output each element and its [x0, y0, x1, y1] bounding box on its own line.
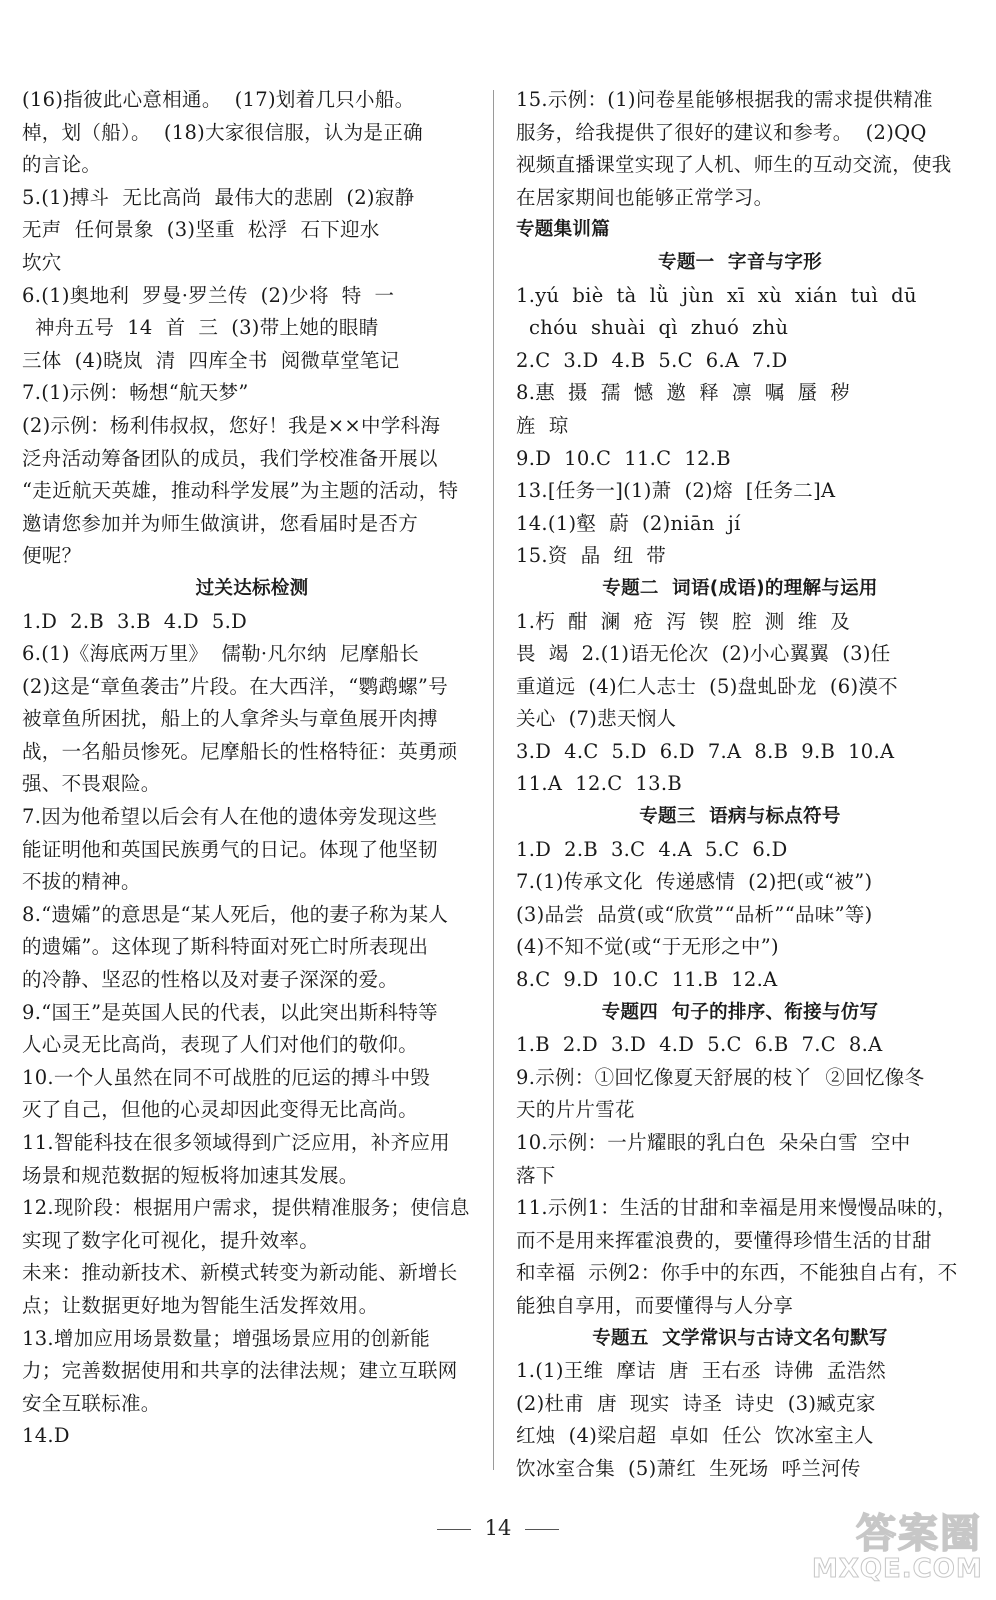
text-line: 和幸福 示例2：你手中的东西，不能独自占有，不	[516, 1261, 958, 1285]
text-line: 14.D	[22, 1424, 70, 1448]
text-line: 9.示例：①回忆像夏天舒展的枝丫 ②回忆像冬	[516, 1065, 925, 1089]
text-line: 灭了自己，但他的心灵却因此变得无比高尚。	[22, 1098, 419, 1122]
text-line: 不拔的精神。	[22, 870, 141, 894]
text-line: 神舟五号 14 首 三 (3)带上她的眼睛	[22, 316, 379, 340]
section-heading: 专题一 字音与字形	[658, 251, 822, 273]
section-heading: 专题三 语病与标点符号	[639, 806, 841, 828]
section-heading: 专题集训篇	[516, 219, 611, 241]
text-line: 便呢？	[22, 544, 82, 568]
text-line: 红烛 (4)梁启超 卓如 任公 饮冰室主人	[516, 1424, 874, 1448]
watermark-top-text: 答案圈	[856, 1511, 982, 1557]
text-line: 3.D 4.C 5.D 6.D 7.A 8.B 9.B 10.A	[516, 739, 895, 763]
text-line: 6.(1)《海底两万里》 儒勒·凡尔纳 尼摩船长	[22, 642, 420, 666]
text-line: 被章鱼所困扰，船上的人拿斧头与章鱼展开肉搏	[22, 707, 438, 731]
text-line: 1.D 2.B 3.B 4.D 5.D	[22, 609, 248, 633]
text-line: 13.增加应用场景数量；增强场景应用的创新能	[22, 1326, 431, 1350]
text-line: 5.(1)搏斗 无比高尚 最伟大的悲剧 (2)寂静	[22, 185, 415, 209]
text-line: “走近航天英雄，推动科学发展”为主题的活动，特	[22, 479, 459, 503]
text-line: 8.C 9.D 10.C 11.B 12.A	[516, 968, 778, 992]
text-line: 1.D 2.B 3.C 4.A 5.C 6.D	[516, 837, 788, 861]
text-line: 的冷静、坚忍的性格以及对妻子深深的爱。	[22, 968, 399, 992]
text-line: 强、不畏艰险。	[22, 772, 161, 796]
text-line: 场景和规范数据的短板将加速其发展。	[22, 1163, 359, 1187]
text-line: 1.(1)王维 摩诘 唐 王右丞 诗佛 孟浩然	[516, 1359, 887, 1383]
watermark-url-text: MXQE.COM	[812, 1554, 983, 1584]
text-line: 而不是用来挥霍浪费的，要懂得珍惜生活的甘甜	[516, 1228, 932, 1252]
text-line: (3)品尝 品赏(或“欣赏”“品析”“品味”等)	[516, 902, 873, 926]
section-heading: 过关达标检测	[195, 577, 309, 599]
left-column	[22, 84, 482, 1453]
text-line: 11.智能科技在很多领域得到广泛应用，补齐应用	[22, 1131, 450, 1154]
text-line: 旌 琼	[516, 413, 569, 437]
text-line: 邀请您参加并为师生做演讲，您看届时是否方	[22, 511, 419, 535]
text-line: 1.B 2.D 3.D 4.D 5.C 6.B 7.C 8.A	[516, 1033, 883, 1057]
watermark-logo	[812, 1512, 982, 1582]
section-heading: 专题五 文学常识与古诗文名句默写	[592, 1327, 888, 1349]
text-line: 7.(1)示例：畅想“航天梦”	[22, 381, 249, 405]
right-column	[516, 84, 964, 1486]
text-line: 坎穴	[22, 250, 62, 274]
text-line: 10.示例：一片耀眼的乳白色 朵朵白雪 空中	[516, 1131, 911, 1154]
page-number: 14	[484, 1516, 512, 1540]
text-line: 力；完善数据使用和共享的法律法规；建立互联网	[22, 1359, 458, 1383]
text-line: 人心灵无比高尚，表现了人们对他们的敬仰。	[22, 1033, 419, 1057]
text-line: 的言论。	[22, 153, 102, 177]
text-line: 12.现阶段：根据用户需求，提供精准服务；使信息	[22, 1196, 470, 1220]
text-line: 三体 (4)晓岚 清 四库全书 阅微草堂笔记	[22, 348, 400, 372]
text-line: 视频直播课堂实现了人机、师生的互动交流，使我	[516, 153, 952, 177]
text-line: 11.示例1：生活的甘甜和幸福是用来慢慢品味的，	[516, 1196, 957, 1220]
text-line: (16)指彼此心意相通。 (17)划着几只小船。	[22, 88, 415, 111]
footer-dash-left	[437, 1529, 471, 1530]
text-line: 7.因为他希望以后会有人在他的遗体旁发现这些	[22, 805, 438, 829]
text-line: 落下	[516, 1163, 556, 1187]
text-line: 重道远 (4)仁人志士 (5)盘虬卧龙 (6)漠不	[516, 674, 898, 698]
text-line: 点；让数据更好地为智能生活发挥效用。	[22, 1293, 379, 1317]
text-line: 泛舟活动筹备团队的成员，我们学校准备开展以	[22, 446, 438, 470]
text-line: (2)杜甫 唐 现实 诗圣 诗史 (3)臧克家	[516, 1391, 876, 1415]
text-line: (4)不知不觉(或“于无形之中”)	[516, 935, 779, 959]
footer-dash-right	[525, 1529, 559, 1530]
text-line: (2)这是“章鱼袭击”片段。在大西洋，“鹦鹉螺”号	[22, 674, 448, 698]
text-line: 天的片片雪花	[516, 1098, 635, 1122]
text-line: 9.D 10.C 11.C 12.B	[516, 446, 731, 470]
text-line: 11.A 12.C 13.B	[516, 772, 682, 796]
text-line: 7.(1)传承文化 传递感情 (2)把(或“被”)	[516, 870, 873, 894]
text-line: 能独自享用，而要懂得与人分享	[516, 1293, 794, 1317]
column-divider	[493, 90, 494, 1470]
text-line: 8.惠 摄 孺 憾 邀 释 凛 嘱 蜃 秽	[516, 381, 851, 405]
text-line: 的遗孀”。这体现了斯科特面对死亡时所表现出	[22, 935, 429, 959]
text-line: 服务，给我提供了很好的建议和参考。 (2)QQ	[516, 120, 927, 144]
text-line: 15.资 晶 纽 带	[516, 544, 667, 568]
text-line: 关心 (7)悲天悯人	[516, 707, 677, 731]
text-line: 1.yú biè tà lǜ jùn xī xù xián tuì dū	[516, 283, 917, 307]
text-line: 9.“国王”是英国人民的代表，以此突出斯科特等	[22, 1000, 438, 1024]
text-line: 1.朽 酣 澜 疮 泻 锲 腔 测 维 及	[516, 609, 851, 633]
text-line: 畏 竭 2.(1)语无伦次 (2)小心翼翼 (3)任	[516, 642, 891, 666]
text-line: 2.C 3.D 4.B 5.C 6.A 7.D	[516, 348, 788, 372]
text-line: 战，一名船员惨死。尼摩船长的性格特征：英勇顽	[22, 739, 458, 763]
text-line: 14.(1)壑 蔚 (2)niān jí	[516, 511, 741, 535]
text-line: 6.(1)奥地利 罗曼·罗兰传 (2)少将 特 一	[22, 283, 395, 307]
text-line: 在居家期间也能够正常学习。	[516, 185, 774, 209]
section-heading: 专题二 词语(成语)的理解与运用	[602, 577, 878, 599]
text-line: 15.示例：(1)问卷星能够根据我的需求提供精准	[516, 88, 933, 111]
text-line: 未来：推动新技术、新模式转变为新动能、新增长	[22, 1261, 458, 1285]
text-line: 能证明他和英国民族勇气的日记。体现了他坚韧	[22, 837, 438, 861]
text-line: 饮冰室合集 (5)萧红 生死场 呼兰河传	[516, 1456, 861, 1480]
text-line: 无声 任何景象 (3)坚重 松浮 石下迎水	[22, 218, 380, 242]
text-line: 10.一个人虽然在同不可战胜的厄运的搏斗中毁	[22, 1065, 431, 1089]
text-line: 实现了数字化可视化，提升效率。	[22, 1228, 320, 1252]
text-line: 安全互联标准。	[22, 1391, 161, 1415]
text-line: (2)示例：杨利伟叔叔，您好！我是××中学科海	[22, 413, 441, 437]
text-line: 棹，划（船）。 (18)大家很信服，认为是正确	[22, 120, 423, 144]
text-line: chóu shuài qì zhuó zhù	[516, 316, 789, 340]
section-heading: 专题四 句子的排序、衔接与仿写	[601, 1001, 879, 1023]
text-line: 13.[任务一](1)萧 (2)熔 [任务二]A	[516, 479, 836, 503]
text-line: 8.“遗孀”的意思是“某人死后，他的妻子称为某人	[22, 902, 449, 926]
